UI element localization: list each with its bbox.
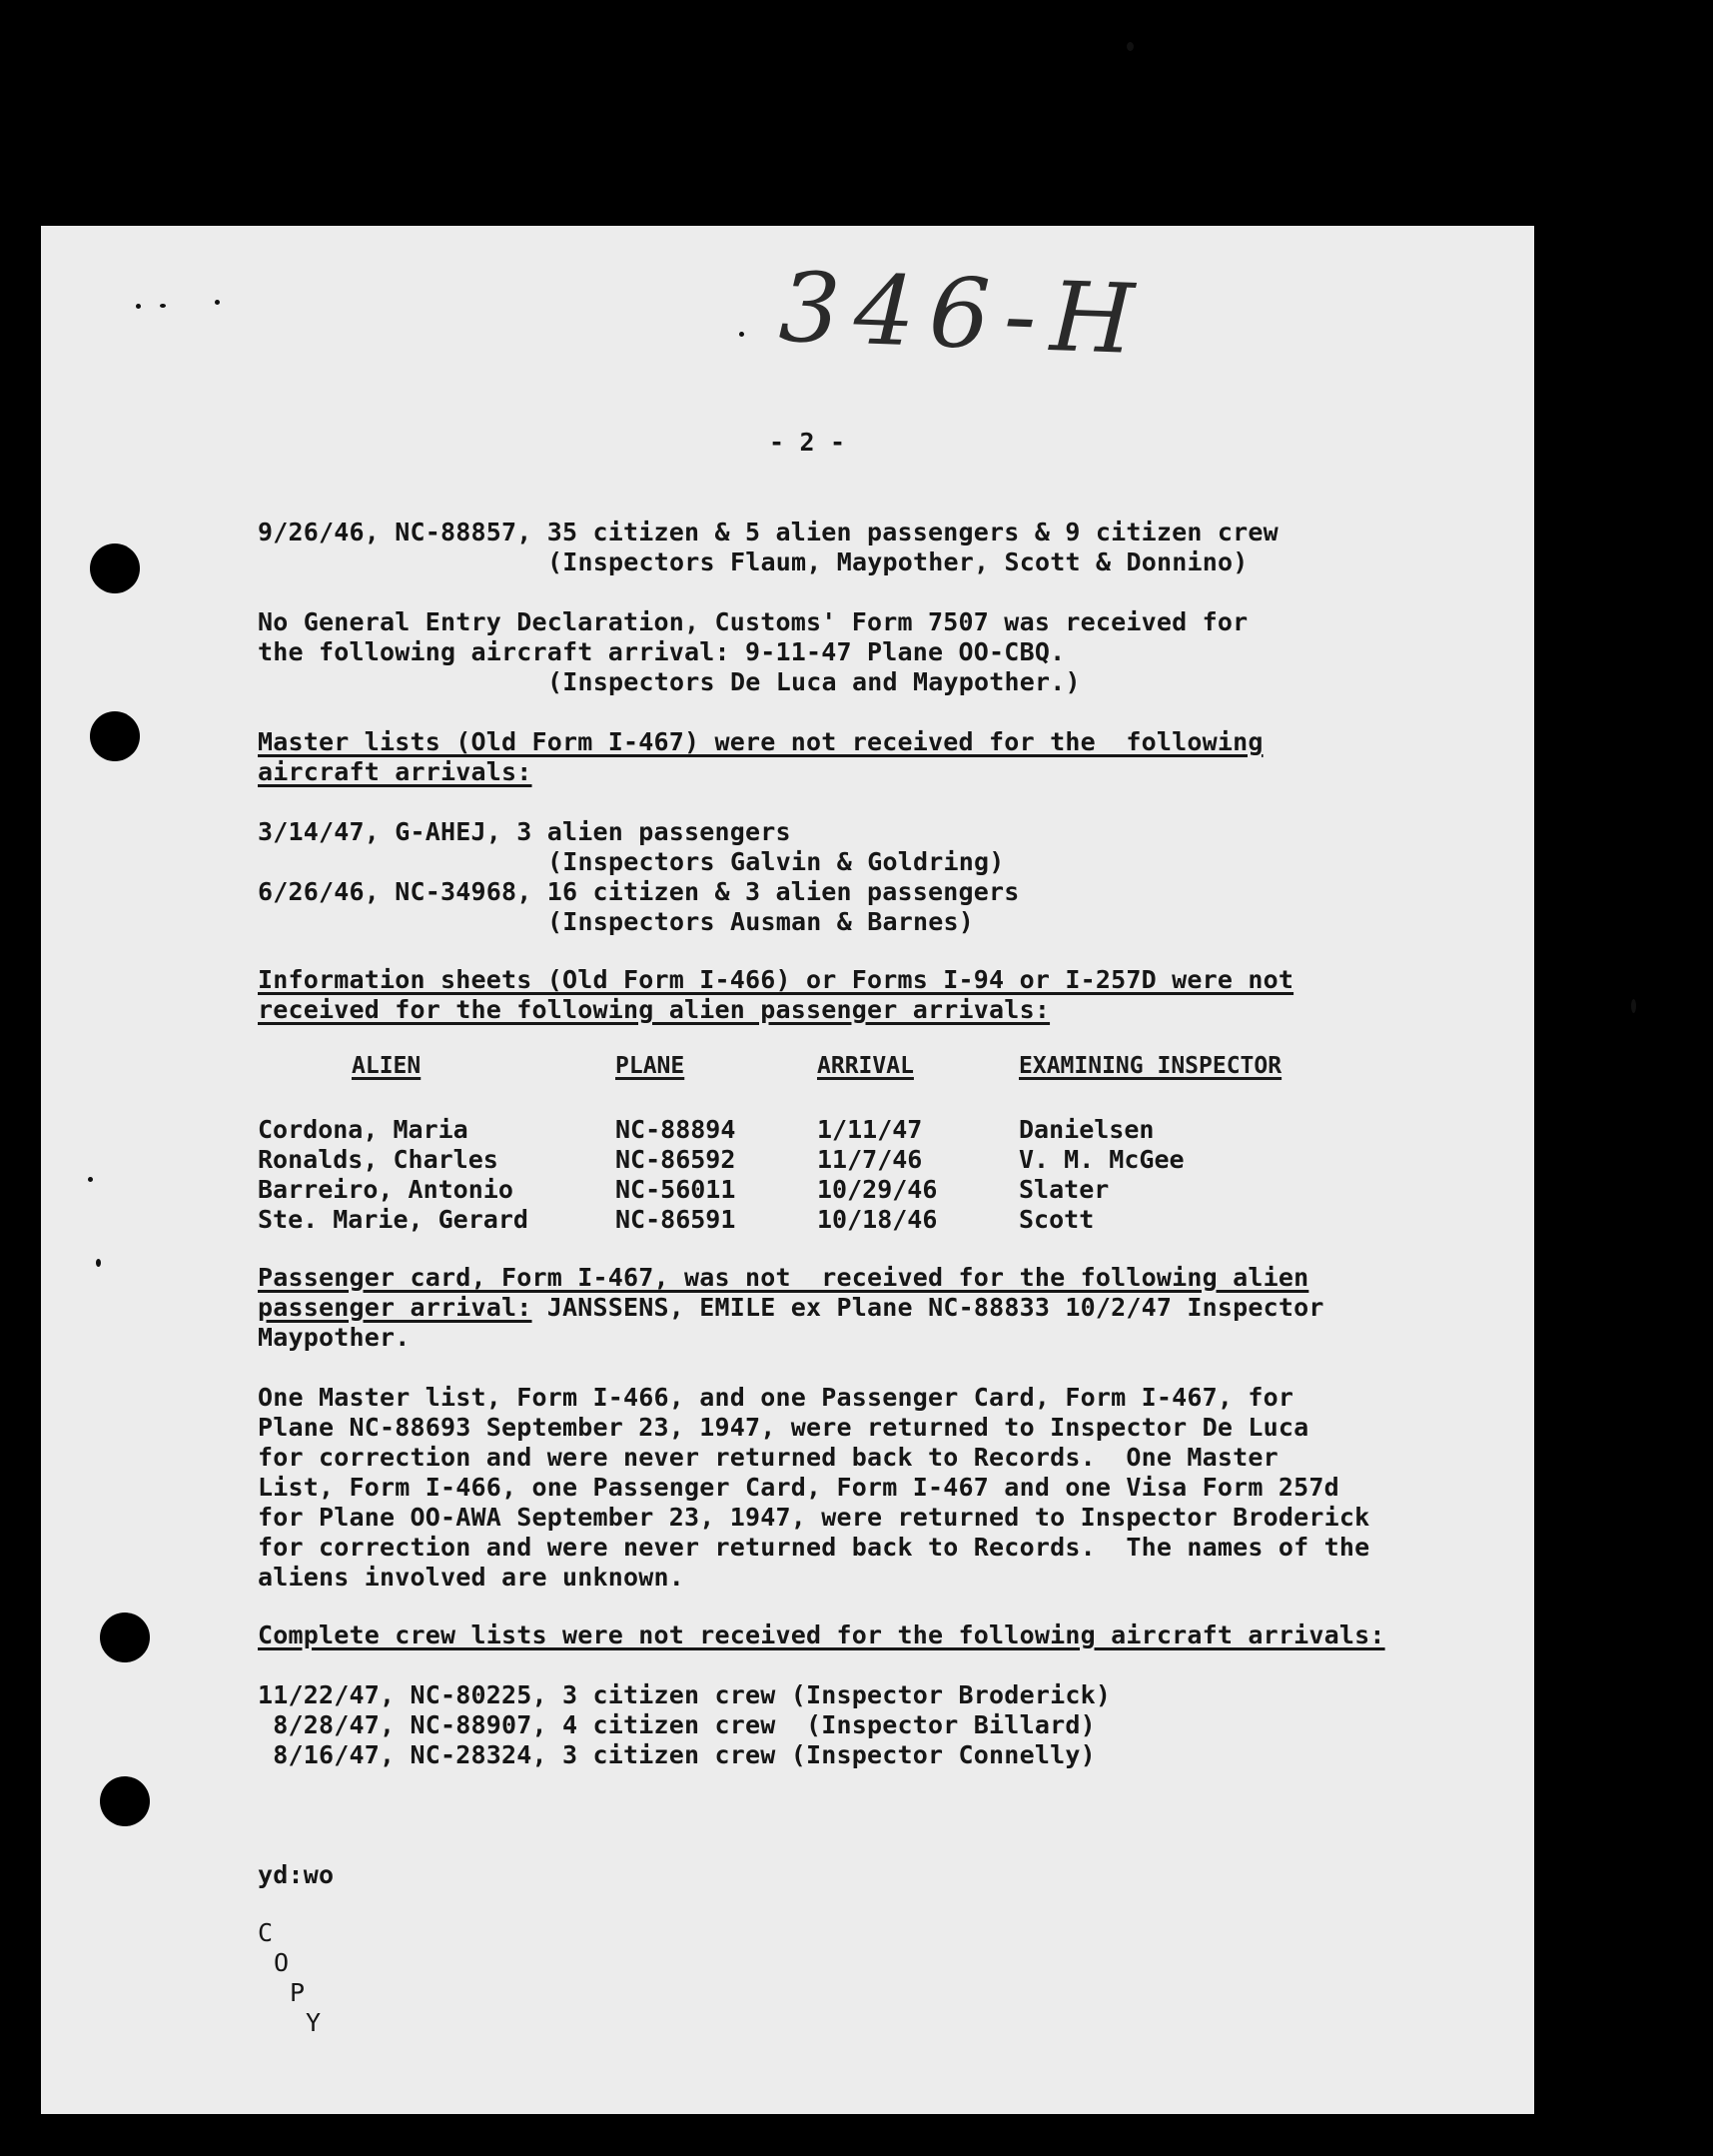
paragraph-line: for correction and were never returned back to Records. One Master: [258, 1443, 1279, 1472]
typist-initials: yd:wo: [258, 1860, 335, 1889]
column-header-arrival: ARRIVAL: [817, 1053, 914, 1079]
speck-mark: [160, 304, 166, 308]
arrival-entry: 8/28/47, NC-88907, 4 citizen crew (Inspector Billard): [258, 1710, 1096, 1739]
arrival-cell: 10/18/46: [817, 1205, 938, 1234]
copy-letter: P: [290, 1978, 306, 2007]
speck-mark: [1631, 999, 1636, 1013]
inspector-cell: Scott: [1019, 1205, 1095, 1234]
copy-letter: C: [258, 1918, 274, 1947]
arrival-entry: 11/22/47, NC-80225, 3 citizen crew (Inspector Broderick): [258, 1680, 1112, 1709]
copy-letter: O: [274, 1948, 290, 1977]
arrival-entry: 9/26/46, NC-88857, 35 citizen & 5 alien passengers & 9 citizen crew: [258, 518, 1279, 546]
inspectors-line: (Inspectors Ausman & Barnes): [547, 907, 975, 936]
section-heading: Information sheets (Old Form I-466) or Forms I-94 or I-257D were not: [258, 965, 1294, 994]
punch-hole: [90, 711, 140, 761]
paragraph-line: Plane NC-88693 September 23, 1947, were returned to Inspector De Luca: [258, 1413, 1309, 1442]
plane-cell: NC-88894: [615, 1115, 736, 1144]
arrival-cell: 1/11/47: [817, 1115, 923, 1144]
arrival-entry: 6/26/46, NC-34968, 16 citizen & 3 alien passengers: [258, 877, 1020, 906]
punch-hole: [100, 1776, 150, 1826]
passenger-card-line: [258, 1293, 1324, 1323]
punch-hole: [100, 1613, 150, 1662]
section-heading: Passenger card, Form I-467, was not received for the following alien: [258, 1263, 1309, 1292]
section-heading: Complete crew lists were not received for the following aircraft arrivals:: [258, 1620, 1385, 1649]
speck-mark: [1127, 42, 1134, 51]
inspectors-line: (Inspectors Flaum, Maypother, Scott & Donnino): [547, 547, 1249, 576]
inspector-cell: Danielsen: [1019, 1115, 1155, 1144]
page-number: - 2 -: [769, 428, 846, 457]
plane-cell: NC-86591: [615, 1205, 736, 1234]
column-header-inspector: EXAMINING INSPECTOR: [1019, 1053, 1283, 1079]
speck-mark: [136, 304, 141, 309]
paragraph-line: List, Form I-466, one Passenger Card, Form I-467 and one Visa Form 257d: [258, 1473, 1339, 1502]
arrival-entry: 3/14/47, G-AHEJ, 3 alien passengers: [258, 817, 791, 846]
punch-hole: [90, 543, 140, 593]
paragraph-line: for Plane OO-AWA September 23, 1947, were returned to Inspector Broderick: [258, 1503, 1370, 1532]
plane-cell: NC-86592: [615, 1145, 736, 1174]
alien-cell: Cordona, Maria: [258, 1115, 468, 1144]
section-heading: Master lists (Old Form I-467) were not received for the following: [258, 727, 1264, 756]
column-header-alien: ALIEN: [352, 1053, 422, 1079]
section-heading: aircraft arrivals:: [258, 757, 532, 786]
inspector-cell: V. M. McGee: [1019, 1145, 1185, 1174]
speck-mark: [739, 332, 744, 337]
plane-cell: NC-56011: [615, 1175, 736, 1204]
section-heading: received for the following alien passenger arrivals:: [258, 995, 1051, 1024]
copy-letter: Y: [306, 2008, 322, 2037]
speck-mark: [88, 1177, 93, 1182]
alien-cell: Ronalds, Charles: [258, 1145, 498, 1174]
arrival-entry: 8/16/47, NC-28324, 3 citizen crew (Inspector Connelly): [258, 1740, 1096, 1769]
general-entry-text: No General Entry Declaration, Customs' Form 7507 was received for: [258, 607, 1249, 636]
passenger-card-detail: JANSSENS, EMILE ex Plane NC-88833 10/2/47 Inspector: [531, 1293, 1324, 1322]
passenger-card-line: Maypother.: [258, 1323, 411, 1352]
inspectors-line: (Inspectors Galvin & Goldring): [547, 847, 1005, 876]
general-entry-text: the following aircraft arrival: 9-11-47 Plane OO-CBQ.: [258, 637, 1066, 666]
paragraph-line: for correction and were never returned back to Records. The names of the: [258, 1533, 1370, 1562]
speck-mark: [96, 1259, 101, 1267]
speck-mark: [215, 300, 220, 305]
section-heading: passenger arrival:: [258, 1293, 532, 1322]
paragraph-line: One Master list, Form I-466, and one Passenger Card, Form I-467, for: [258, 1383, 1294, 1412]
column-header-plane: PLANE: [615, 1053, 685, 1079]
arrival-cell: 11/7/46: [817, 1145, 923, 1174]
alien-cell: Barreiro, Antonio: [258, 1175, 513, 1204]
arrival-cell: 10/29/46: [817, 1175, 938, 1204]
alien-cell: Ste. Marie, Gerard: [258, 1205, 528, 1234]
handwritten-number: 346-H: [777, 251, 1151, 377]
inspectors-line: (Inspectors De Luca and Maypother.): [547, 667, 1081, 696]
inspector-cell: Slater: [1019, 1175, 1110, 1204]
paragraph-line: aliens involved are unknown.: [258, 1563, 685, 1592]
